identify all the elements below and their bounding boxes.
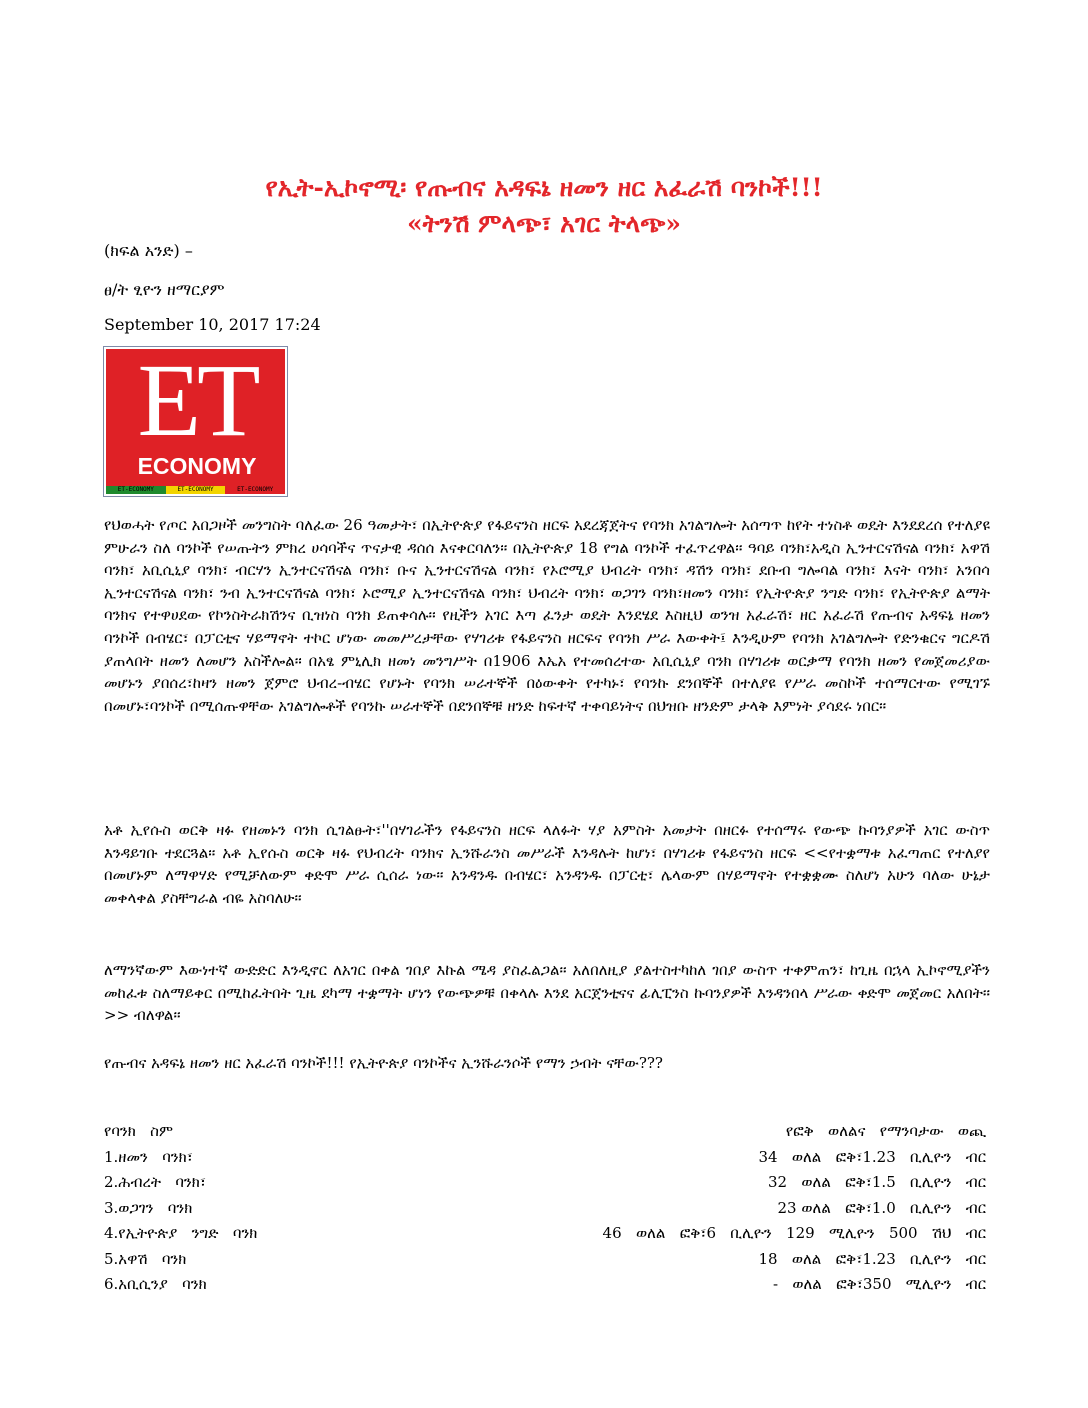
table-row (104, 1247, 986, 1273)
table-header-building-cost: የፎቅ ወለልና የማንባታው ወጪ (785, 1122, 986, 1140)
table-row (104, 1272, 986, 1298)
table-cell-cost: 23 ወለል ፎቅ፣1.0 ቢሊዮን ብር (777, 1198, 986, 1217)
table-cell-bank: 1.ዘመን ባንክ፣ (104, 1147, 193, 1166)
table-cell-bank: 3.ወጋገን ባንክ (104, 1198, 193, 1217)
logo-strip-green: ET-ECONOMY (106, 486, 166, 494)
article-title (0, 170, 1088, 242)
article-paragraph-3: ለማንኛውም እውነተኛ ውድድር እንዲኖር ለአገር በቀል ገበያ እኩል ሜዳ ያስፈልጋል፡፡ አለበለዚያ ያልተስተካከለ ገበያ ውስጥ ተቀምጠን፣ ከጊዜ በኋላ ኢኮኖሚያችን መከፈቱ ስለማይቀር በሚከፈትበት ጊዜ ደካማ ተቋማት ሆነን የውጭዎቹ በቀላሉ እንደ አርጀንቲናና ፊሊፒንስ ኩባንያዎች እንዳንበላ ሥራው ቀድሞ መጀመር አለበት፡፡>> ብለዋል፡፡ (104, 961, 990, 1025)
article-paragraph-4: የጡብና አዳፍኔ ዘመን ዘር አፈራሽ ባንኮች!!! የኢትዮጵያ ባንኮችና ኢንሹራንሶች የማን ኃብት ናቸው??? (104, 1054, 663, 1072)
table-cell-bank: 6.አቢሲንያ ባንክ (104, 1275, 207, 1293)
table-row (104, 1221, 986, 1247)
table-cell-cost: 32 ወለል ፎቅ፣1.5 ቢሊዮን ብር (767, 1173, 986, 1191)
table-row (104, 1145, 986, 1171)
article-paragraph-2: አቶ ኢየሱስ ወርቅ ዛፉ የዘመኑን ባንክ ሲገልፁት፣''በሃገራችን የፋይናንስ ዘርፍ ላለፉት ሃያ አምስት አመታት በዘርፉ የተሰማሩ የውጭ ኩባንያዎች አገር ውስጥ እንዳይገቡ ተደርጓል፡፡ አቶ ኢየሱስ ወርቅ ዛፉ የህብረት ባንክና ኢንሹራንስ መሥራች እንዳሉት ከሆነ፣ በሃገሪቱ የፋይናንስ ዘርፍ <<የተቋማቱ አፈጣጠር የተለያየ በመሆኑም ለማዋሃድ የሚቻለውም ቀድሞ ሥራ ሲሰራ ነው፡፡ አንዳንዱ በብሄር፣ አንዳንዱ በፓርቲ፣ ሌላውም በሃይማኖት የተቋቋሙ ስለሆነ አሁን ባለው ሁኔታ መቀላቀል ያስቸግራል ብዬ አስባለሁ፡፡ (104, 821, 990, 907)
article-paragraph-1: የህወሓት የጦር አበጋዞች መንግስት ባለፈው 26 ዓመታት፣ በኢትዮጵያ የፋይናንስ ዘርፍ አደረጃጀትና የባንክ አገልግሎት አሰጣጥ ከየት ተነስቶ ወዴት እንደደረሰ የተለያዩ ምሁራን ስለ ባንኮች የሠጡትን ምክረ ሀሳባችና ጥናታዊ ዳሰሰ እናቀርባለን፡፡ በኢትዮጵያ 18 የግል ባንኮች ተፈጥረዋል፡፡ ዓባይ ባንክ፣አዲስ ኢንተርናሽናል ባንክ፣ አዋሽ ባንክ፣ አቢሲኒያ ባንክ፣ ብርሃን ኢንተርናሽናል ባንክ፣ ቡና ኢንተርናሽናል ባንክ፣ የኦሮሚያ ህብረት ባንክ፣ ዳሽን ባንክ፣ ደቡብ ግሎባል ባንክ፣ እናት ባንክ፣ አንበሳ ኢንተርናሽናል ባንክ፣ ንብ ኢንተርናሽናል ባንክ፣ ኦሮሚያ ኢንተርናሽናል ባንክ፣ ህብረት ባንክ፣ ወጋገን ባንክ፣ዘመን ባንክ፣ የኢትዮጵያ ንግድ ባንክ፣ የኢትዮጵያ ልማት ባንክና የተዋሀደው የኮንስትራክሽንና ቢዝነስ ባንክ ይጠቀሳሉ፡፡ የዚችን አገር እጣ ፈንታ ወዴት እንደሄደ እስዚህ ወንዝ አፈራሽ፣ ዘር አፈራሽ የጡብና አዳፍኔ ዘመን ባንኮች በብሄር፣ በፓርቲና ሃይማኖት ተኮር ሆነው መመሥረታቸው የሃገሪቱ የፋይናንስ ዘርፍና የባንክ ሥራ እውቀት፤ እንዲሁም የባንክ አገልግሎት የድንቁርና ግርዶሽ ያጠላበት ዘመን ለመሆን አስችሎል፡፡ በአፄ ምኒሊክ ዘመነ መንግሥት በ1906 እኤአ የተመሰረተው አቢሲኒያ ባንክ በሃገሪቱ ወርቃማ የባንክ ዘመን የመጀመሪያው መሆኑን ያበሰረ፣ከዛን ዘመን ጀምሮ ህብረ-ብሄር የሆኑት የባንክ ሠራተኞች በዕውቀት የተካኑ፣ የባንኩ ደንበኞች በተለያዩ የሥራ መስኮች ተሰማርተው የሚገኙ በመሆኑ፣ባንኮች በሚሰጡዋቸው አገልግሎቶች የባንኩ ሠራተኞች በደንበኞቹ ዘንድ ከፍተኛ ተቀባይነትና በህዝቡ ዘንድም ታላቅ እምነት ያሳደሩ ነበር፡፡ (104, 516, 990, 715)
table-cell-bank: 4.የኢትዮጵያ ንግድ ባንክ (104, 1224, 258, 1242)
table-cell-cost: - ወለል ፎቅ፣350 ሚሊዮን ብር (772, 1275, 986, 1293)
table-row (104, 1170, 986, 1196)
et-economy-logo (103, 346, 288, 497)
table-cell-cost: 46 ወለል ፎቅ፣6 ቢሊዮን 129 ሚሊዮን 500 ሽህ ብር (602, 1224, 986, 1242)
article-author: ፀ/ት ፂዮን ዘማርያም (104, 280, 225, 299)
logo-economy-word: ECONOMY (137, 453, 257, 479)
table-cell-bank: 5.አዋሽ ባንክ (104, 1249, 187, 1268)
table-header-row (104, 1119, 986, 1145)
article-date: September 10, 2017 17:24 (104, 315, 321, 334)
table-cell-cost: 34 ወለል ፎቅ፣1.23 ቢሊዮን ብር (758, 1147, 986, 1166)
title-line-2: «ትንሽ ምላጭ፣ አገር ትላጭ» (406, 209, 681, 238)
table-row (104, 1196, 986, 1222)
table-header-bank-name: የባንክ ስም (104, 1122, 173, 1140)
logo-strip-red: ET-ECONOMY (225, 486, 285, 494)
logo-strip-yellow: ET-ECONOMY (166, 486, 226, 494)
logo-color-strip (106, 486, 285, 494)
article-part-label: (ክፍል አንድ) – (104, 241, 193, 260)
title-line-1: የኢት-ኢኮኖሚ፡ የጡብና አዳፍኔ ዘመን ዘር አፈራሽ ባንኮች!!! (265, 173, 823, 202)
table-cell-cost: 18 ወለል ፎቅ፣1.23 ቢሊዮን ብር (758, 1249, 986, 1268)
bank-buildings-table (104, 1119, 986, 1298)
logo-et-letters: ET (137, 346, 257, 458)
table-cell-bank: 2.ሕብረት ባንክ፣ (104, 1173, 207, 1191)
